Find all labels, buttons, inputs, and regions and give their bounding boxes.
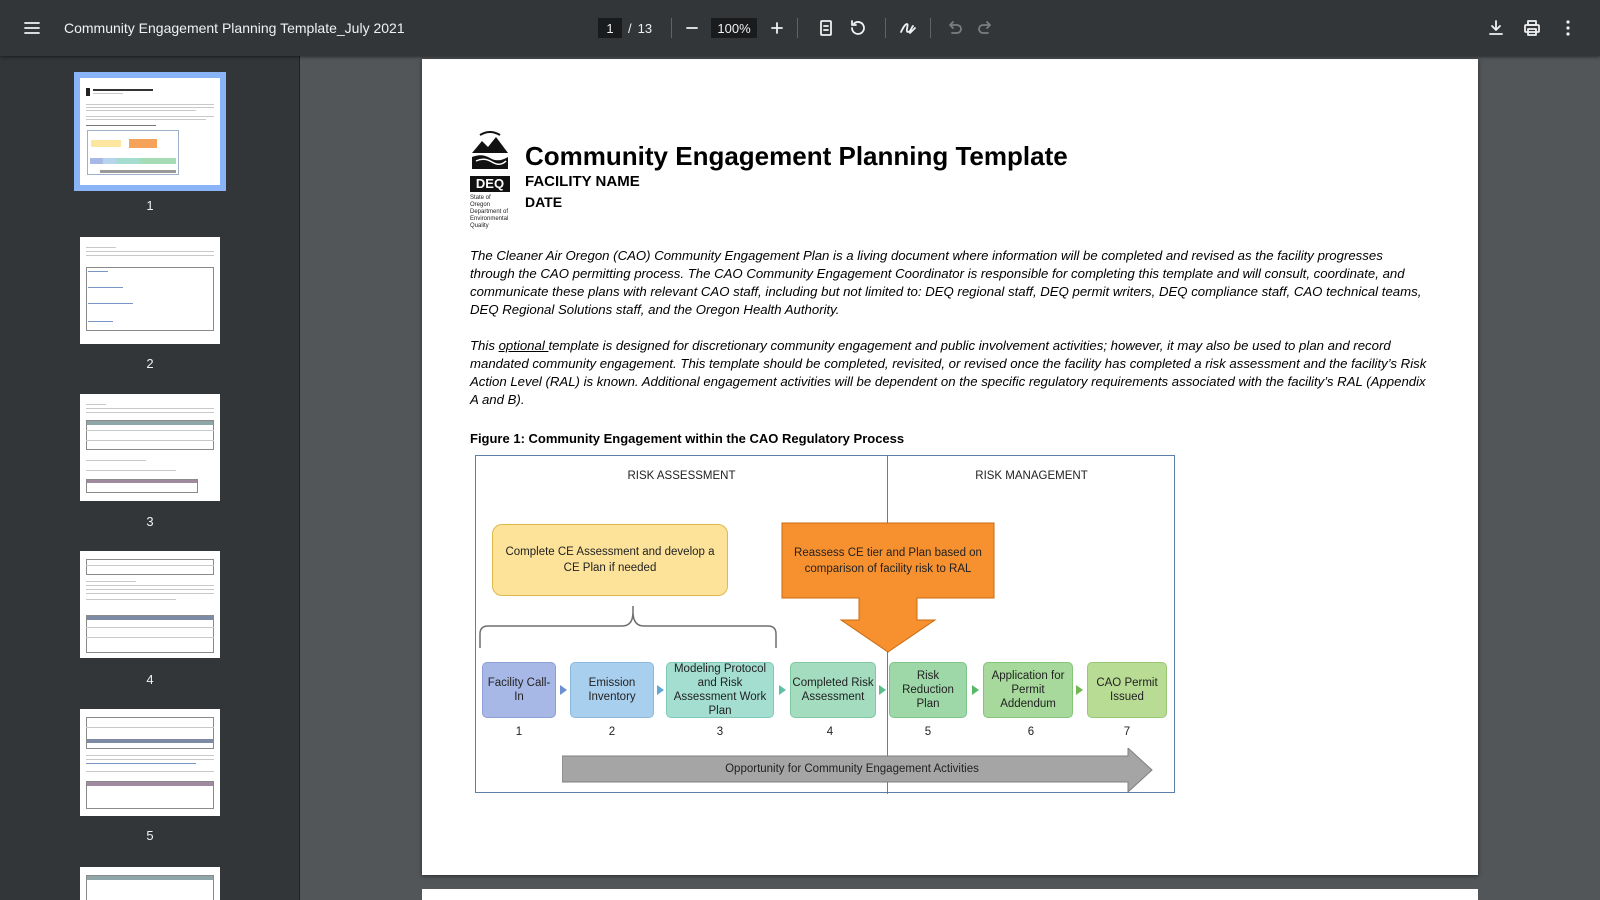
plus-icon: [767, 18, 787, 38]
thumbnail-label: 2: [146, 356, 154, 371]
deq-mountain-logo-icon: [470, 131, 510, 169]
thumbnail-label: 3: [146, 514, 154, 529]
rotate-icon: [848, 18, 868, 38]
step-modeling-protocol: Modeling Protocol and Risk Assessment Work Plan: [666, 662, 774, 718]
optional-emphasis: optional: [498, 338, 549, 353]
rotate-button[interactable]: [842, 12, 874, 44]
fit-page-icon: [816, 18, 836, 38]
page-thumbnail-4[interactable]: [80, 551, 220, 658]
document-title: Community Engagement Planning Template_July 2021: [64, 20, 405, 36]
document-date: DATE: [525, 194, 563, 210]
undo-button[interactable]: [938, 12, 970, 44]
pdf-toolbar: [0, 0, 1600, 56]
connector-arrow: [779, 685, 786, 695]
step-number: 6: [1027, 726, 1035, 738]
page-total: 13: [637, 20, 653, 36]
logo-line: Quality: [470, 223, 489, 229]
undo-icon: [944, 18, 964, 38]
zoom-out-button[interactable]: [676, 12, 708, 44]
optional-paragraph: [470, 337, 1430, 409]
page-thumbnail-2[interactable]: [80, 237, 220, 344]
step-emission-inventory: Emission Inventory: [570, 662, 654, 718]
connector-arrow: [560, 685, 567, 695]
fit-page-button[interactable]: [810, 12, 842, 44]
thumbnail-label: 4: [146, 672, 154, 687]
page-number-input[interactable]: [598, 18, 622, 38]
thumbnail-sidebar: [0, 56, 300, 900]
step-number: 2: [608, 726, 616, 738]
deq-wordmark: DEQ: [470, 176, 510, 192]
download-button[interactable]: [1480, 12, 1512, 44]
page-thumbnail-5[interactable]: [80, 709, 220, 816]
step-number: 3: [716, 726, 724, 738]
reassess-ce-note: Reassess CE tier and Plan based on comparison of facility risk to RAL: [794, 547, 982, 575]
pen-icon: [898, 18, 918, 38]
step-number: 5: [924, 726, 932, 738]
document-heading: Community Engagement Planning Template: [525, 141, 1068, 171]
connector-arrow: [1076, 685, 1083, 695]
thumb-logo: [86, 88, 90, 96]
step-number: 1: [515, 726, 523, 738]
deq-logo: [470, 131, 510, 230]
pdf-page-1: [422, 59, 1478, 875]
logo-line: State of Oregon: [470, 195, 491, 208]
menu-icon[interactable]: [16, 12, 48, 44]
page-separator: /: [628, 20, 632, 36]
toolbar-divider: [671, 18, 672, 38]
toolbar-divider: [885, 18, 886, 38]
facility-name: FACILITY NAME: [525, 173, 640, 190]
toolbar-divider: [797, 18, 798, 38]
bracket-shape: [476, 604, 786, 650]
figure-caption: Figure 1: Community Engagement within the CAO Regulatory Process: [470, 431, 905, 446]
step-number: 7: [1123, 726, 1131, 738]
arrow-label: Opportunity for Community Engagement Activities: [725, 763, 979, 775]
zoom-in-button[interactable]: [761, 12, 793, 44]
paragraph-text: This: [470, 338, 499, 353]
thumbnail-label: 5: [146, 828, 154, 843]
page-thumbnail-6[interactable]: [80, 867, 220, 900]
risk-assessment-heading: RISK ASSESSMENT: [627, 470, 736, 482]
step-cao-permit-issued: CAO Permit Issued: [1087, 662, 1167, 718]
annotate-button[interactable]: [892, 12, 924, 44]
paragraph-text: template is designed for discretionary community engagement and public involvement activities; however, it may also be used to plan and record mandated community engagement. This template should be completed, revisited, or revised once the facility has completed a risk assessment and the facility’s Risk Action Level (RAL) is known. Additional engagement activities will be dependent on the specific regulatory requirements associated with the facility’s RAL (Appendix A and B).: [470, 338, 1427, 407]
pdf-page-2: [422, 889, 1478, 900]
print-button[interactable]: [1516, 12, 1548, 44]
thumbnail-label: 1: [146, 198, 154, 213]
redo-icon: [976, 18, 996, 38]
page-thumbnail-1[interactable]: [80, 78, 220, 185]
download-icon: [1486, 18, 1506, 38]
redo-button[interactable]: [970, 12, 1002, 44]
connector-arrow: [657, 685, 664, 695]
step-permit-addendum: Application for Permit Addendum: [983, 662, 1073, 718]
process-diagram: [475, 455, 1175, 793]
page-thumbnail-3[interactable]: [80, 394, 220, 501]
toolbar-divider: [930, 18, 931, 38]
logo-line: Department of: [470, 209, 509, 215]
zoom-input[interactable]: [711, 18, 757, 38]
print-icon: [1522, 18, 1542, 38]
ce-assessment-note: Complete CE Assessment and develop a CE Plan if needed: [492, 524, 728, 596]
intro-paragraph: The Cleaner Air Oregon (CAO) Community Engagement Plan is a living document where information will be completed and revised as the facility progresses through the CAO permitting process. The CAO Community Engagement Coordinator is responsible for completing this template and will consult, coordinate, and communicate these plans with relevant CAO staff, including but not limited to: DEQ regional staff, DEQ permit writers, DEQ compliance staff, CAO technical teams, DEQ Regional Solutions staff, and the Oregon Health Authority.: [470, 248, 1422, 317]
step-facility-call-in: Facility Call-In: [482, 662, 556, 718]
logo-line: Environmental: [470, 216, 509, 222]
risk-management-heading: RISK MANAGEMENT: [975, 470, 1088, 482]
minus-icon: [682, 18, 702, 38]
connector-arrow: [972, 685, 979, 695]
step-completed-risk-assessment: Completed Risk Assessment: [790, 662, 876, 718]
connector-arrow: [879, 685, 886, 695]
step-risk-reduction-plan: Risk Reduction Plan: [889, 662, 967, 718]
more-options-button[interactable]: [1552, 12, 1584, 44]
more-vert-icon: [1558, 18, 1578, 38]
step-number: 4: [826, 726, 834, 738]
